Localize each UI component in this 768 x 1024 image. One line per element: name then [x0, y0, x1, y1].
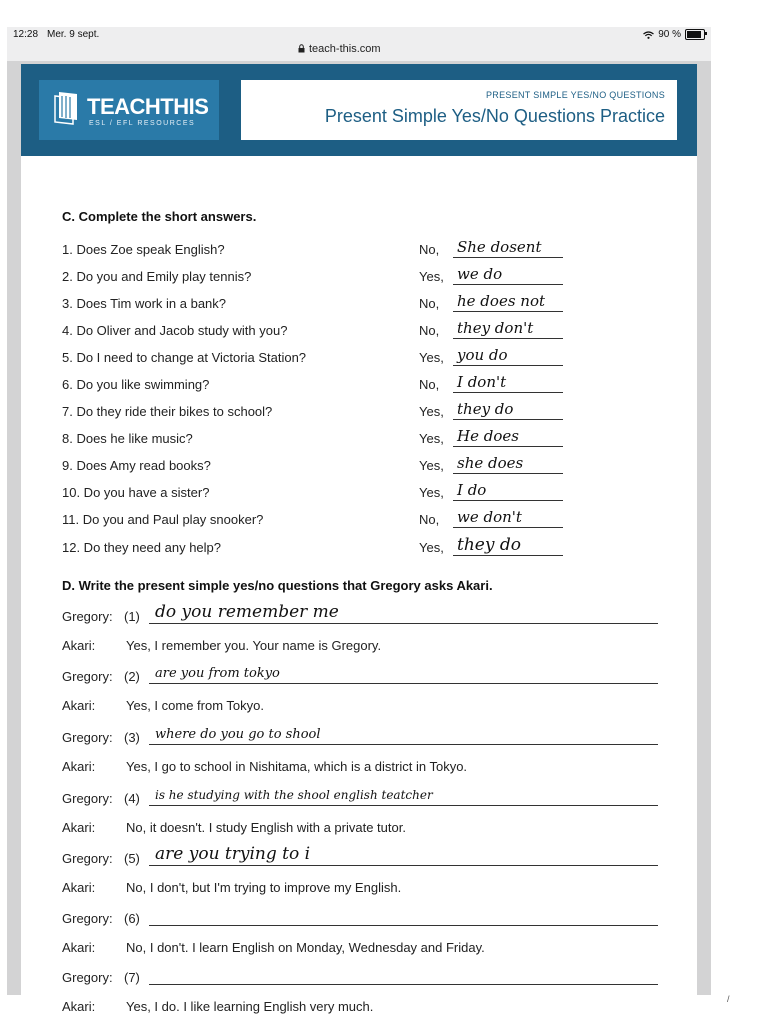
book-logo-icon: [53, 90, 81, 124]
question-c3: 3. Does Tim work in a bank?: [62, 296, 227, 311]
status-right-cluster: [643, 29, 705, 40]
akari-reply-2: Yes, I come from Tokyo.: [126, 698, 265, 713]
answer-line-c9[interactable]: [453, 473, 563, 474]
question-c12: 12. Do they need any help?: [62, 540, 222, 555]
handwritten-question-d5: are you trying to i: [155, 844, 311, 864]
speaker-akari-1: Akari:: [62, 638, 96, 653]
question-c4: 4. Do Oliver and Jacob study with you?: [62, 323, 288, 338]
question-c2: 2. Do you and Emily play tennis?: [62, 269, 252, 284]
handwritten-answer-c3: he does not: [457, 292, 546, 310]
handwritten-answer-c5: you do: [457, 346, 508, 364]
question-c7: 7. Do they ride their bikes to school?: [62, 404, 273, 419]
answer-line-c3[interactable]: [453, 311, 563, 312]
handwritten-answer-c10: I do: [457, 481, 487, 499]
answer-line-d1[interactable]: [149, 623, 658, 624]
question-c9: 9. Does Amy read books?: [62, 458, 211, 473]
speaker-akari-6: Akari:: [62, 940, 96, 955]
question-c5: 5. Do I need to change at Victoria Station?: [62, 350, 307, 365]
page-title: Present Simple Yes/No Questions Practice: [324, 106, 665, 126]
title-box: [241, 80, 677, 140]
akari-reply-6: No, I don't. I learn English on Monday, Wednesday and Friday.: [126, 940, 485, 955]
speaker-gregory-6: Gregory:: [62, 911, 113, 926]
status-date: Mer. 9 sept.: [47, 29, 100, 40]
status-bar: [7, 27, 711, 61]
speaker-gregory-4: Gregory:: [62, 791, 113, 806]
akari-reply-5: No, I don't, but I'm trying to improve my English.: [126, 880, 402, 895]
section-d-heading: D. Write the present simple yes/no questions that Gregory asks Akari.: [62, 578, 493, 593]
worksheet-banner: [21, 64, 697, 156]
speaker-akari-3: Akari:: [62, 759, 96, 774]
speaker-gregory-1: Gregory:: [62, 609, 113, 624]
answer-line-c6[interactable]: [453, 392, 563, 393]
speaker-akari-7: Akari:: [62, 999, 96, 1014]
question-number-d4: (4): [124, 791, 140, 806]
answer-line-c8[interactable]: [453, 446, 563, 447]
answer-line-c7[interactable]: [453, 419, 563, 420]
edge-mark: /: [727, 994, 730, 1004]
battery-icon: [685, 29, 705, 40]
teachthis-logo[interactable]: [39, 80, 219, 140]
handwritten-answer-c8: He does: [457, 427, 519, 445]
question-number-d3: (3): [124, 730, 140, 745]
answer-line-d7[interactable]: [149, 984, 658, 985]
question-c6: 6. Do you like swimming?: [62, 377, 210, 392]
logo-text: TEACHTHIS: [87, 94, 209, 119]
short-answer-prefix-c3: No,: [419, 296, 440, 311]
handwritten-question-d4: is he studying with the shool english teatcher: [155, 788, 433, 802]
handwritten-question-d1: do you remember me: [155, 602, 339, 622]
short-answer-prefix-c2: Yes,: [419, 269, 444, 284]
question-c10: 10. Do you have a sister?: [62, 485, 210, 500]
short-answer-prefix-c12: Yes,: [419, 540, 444, 555]
title-kicker: PRESENT SIMPLE YES/NO QUESTIONS: [485, 90, 665, 100]
wifi-icon: [643, 31, 654, 39]
question-c1: 1. Does Zoe speak English?: [62, 242, 225, 257]
short-answer-prefix-c7: Yes,: [419, 404, 444, 419]
short-answer-prefix-c11: No,: [419, 512, 440, 527]
short-answer-prefix-c9: Yes,: [419, 458, 444, 473]
short-answer-prefix-c4: No,: [419, 323, 440, 338]
logo-subtitle: ESL / EFL RESOURCES: [89, 120, 196, 127]
question-number-d6: (6): [124, 911, 140, 926]
speaker-gregory-2: Gregory:: [62, 669, 113, 684]
question-number-d7: (7): [124, 970, 140, 985]
handwritten-answer-c7: they do: [457, 400, 514, 418]
ipad-screen: [7, 27, 711, 1014]
question-c8: 8. Does he like music?: [62, 431, 193, 446]
handwritten-answer-c12: they do: [457, 535, 521, 555]
short-answer-prefix-c10: Yes,: [419, 485, 444, 500]
speaker-akari-5: Akari:: [62, 880, 96, 895]
answer-line-c11[interactable]: [453, 527, 563, 528]
answer-line-d6[interactable]: [149, 925, 658, 926]
section-c-heading: C. Complete the short answers.: [62, 209, 257, 224]
question-number-d1: (1): [124, 609, 140, 624]
answer-line-c2[interactable]: [453, 284, 563, 285]
short-answer-prefix-c8: Yes,: [419, 431, 444, 446]
handwritten-answer-c6: I don't: [457, 373, 507, 391]
speaker-akari-2: Akari:: [62, 698, 96, 713]
akari-reply-3: Yes, I go to school in Nishitama, which is a district in Tokyo.: [126, 759, 468, 774]
handwritten-answer-c2: we do: [457, 265, 503, 283]
question-number-d5: (5): [124, 851, 140, 866]
akari-reply-4: No, it doesn't. I study English with a private tutor.: [126, 820, 406, 835]
akari-reply-1: Yes, I remember you. Your name is Gregory.: [126, 638, 382, 653]
answer-line-c12[interactable]: [453, 555, 563, 556]
worksheet-page: [21, 64, 697, 1014]
short-answer-prefix-c6: No,: [419, 377, 440, 392]
handwritten-answer-c4: they don't: [457, 319, 534, 337]
answer-line-d2[interactable]: [149, 683, 658, 684]
handwritten-answer-c1: She dosent: [457, 238, 542, 256]
address-bar-url[interactable]: teach-this.com: [309, 43, 381, 55]
answer-line-d4[interactable]: [149, 805, 658, 806]
answer-line-c4[interactable]: [453, 338, 563, 339]
question-c11: 11. Do you and Paul play snooker?: [62, 512, 264, 527]
handwritten-question-d2: are you from tokyo: [155, 666, 280, 681]
lock-icon: [298, 44, 305, 53]
speaker-gregory-3: Gregory:: [62, 730, 113, 745]
answer-line-d3[interactable]: [149, 744, 658, 745]
handwritten-answer-c9: she does: [457, 454, 524, 472]
answer-line-c10[interactable]: [453, 500, 563, 501]
answer-line-c5[interactable]: [453, 365, 563, 366]
answer-line-d5[interactable]: [149, 865, 658, 866]
handwritten-answer-c11: we don't: [457, 508, 522, 526]
short-answer-prefix-c1: No,: [419, 242, 440, 257]
answer-line-c1[interactable]: [453, 257, 563, 258]
akari-reply-7: Yes, I do. I like learning English very much.: [126, 999, 374, 1014]
speaker-gregory-7: Gregory:: [62, 970, 113, 985]
battery-percent: 90 %: [658, 29, 681, 40]
handwritten-question-d3: where do you go to shool: [155, 727, 321, 742]
speaker-gregory-5: Gregory:: [62, 851, 113, 866]
speaker-akari-4: Akari:: [62, 820, 96, 835]
status-time: 12:28: [13, 29, 39, 40]
question-number-d2: (2): [124, 669, 140, 684]
short-answer-prefix-c5: Yes,: [419, 350, 444, 365]
